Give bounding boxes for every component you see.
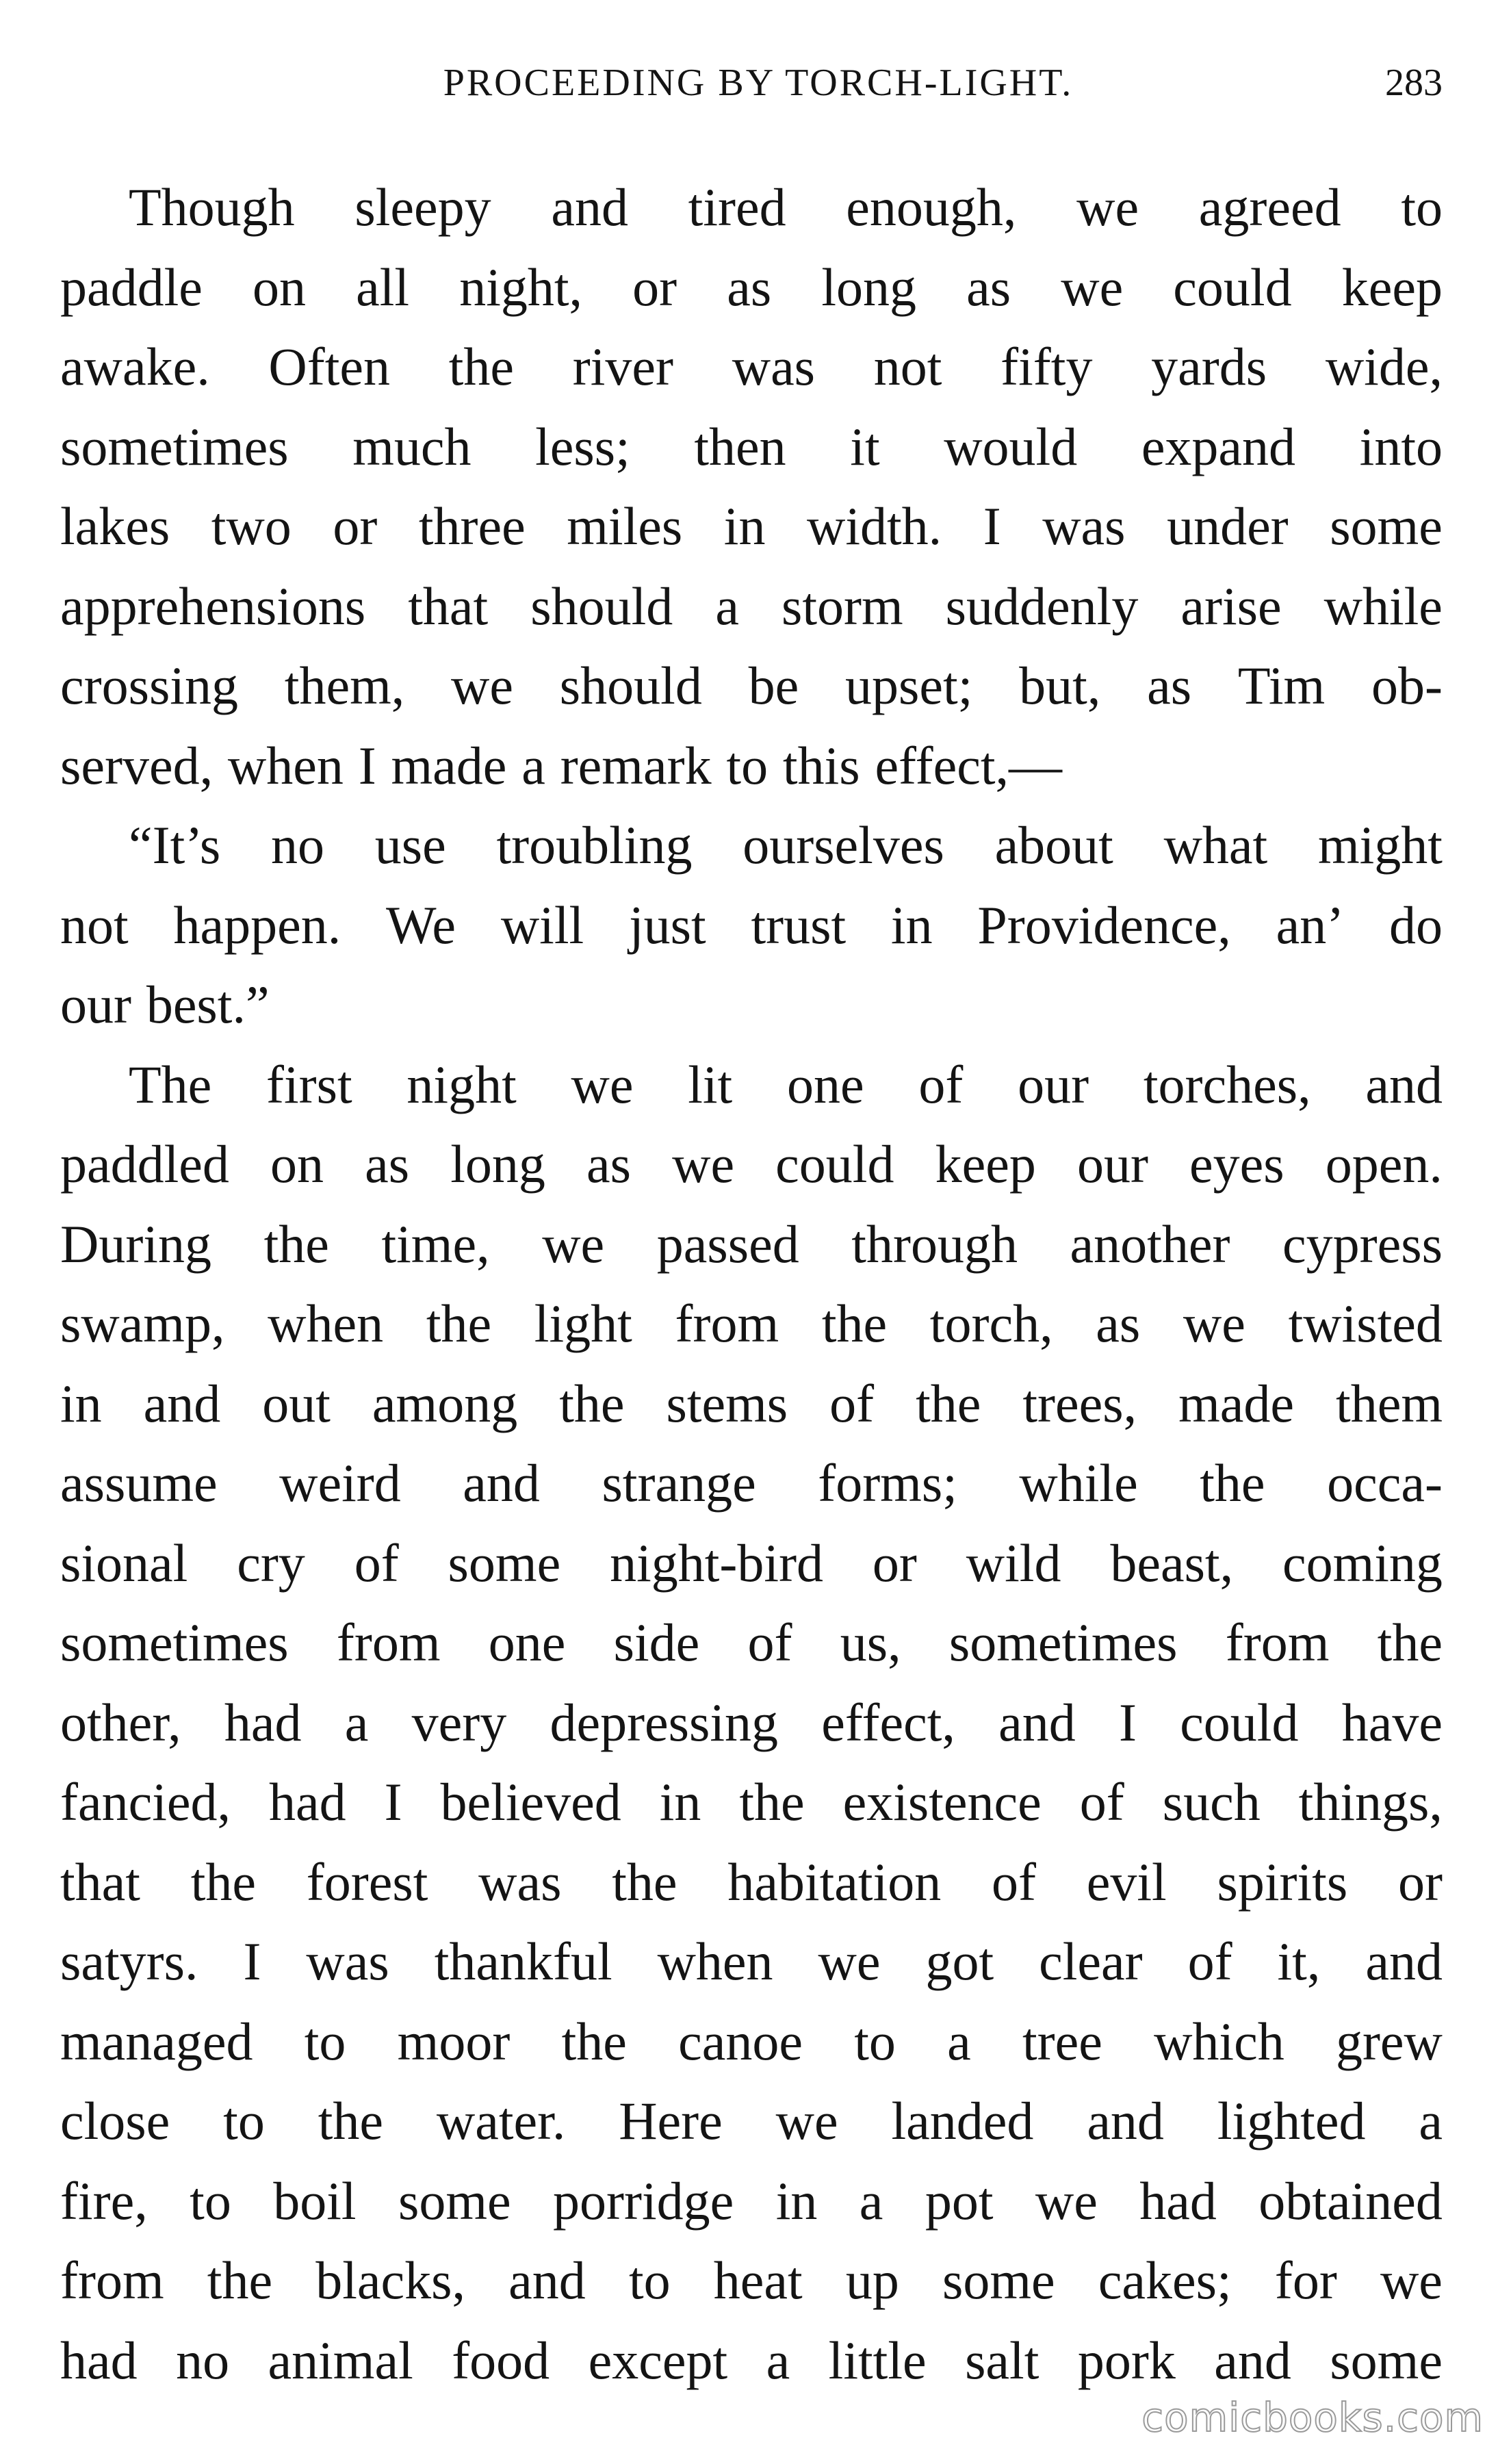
text-line: close to the water. Here we landed and lighted a (60, 2091, 1443, 2151)
text-line: fancied, had I believed in the existence of such things, (60, 1772, 1443, 1832)
text-line: sometimes much less; then it would expand into (60, 416, 1443, 476)
text-line: “It’s no use troubling ourselves about what might (129, 815, 1443, 875)
text-line: paddled on as long as we could keep our eyes open. (60, 1134, 1443, 1194)
text-line: in and out among the stems of the trees, made them (60, 1373, 1443, 1433)
text-line: other, had a very depressing effect, and I could have (60, 1692, 1443, 1752)
running-head (60, 59, 1443, 107)
text-line: that the forest was the habitation of evil spirits or (60, 1851, 1443, 1912)
text-line: managed to moor the canoe to a tree which grew (60, 2011, 1443, 2071)
text-line: satyrs. I was thankful when we got clear of it, and (60, 1932, 1443, 1991)
text-line: not happen. We will just trust in Providence, an’ do (60, 895, 1443, 955)
text-line: paddle on all night, or as long as we could keep (60, 257, 1443, 317)
text-line: Though sleepy and tired enough, we agreed to (129, 177, 1443, 237)
text-line: fire, to boil some porridge in a pot we had obtained (60, 2170, 1443, 2231)
text-line: apprehensions that should a storm suddenly arise while (60, 576, 1443, 636)
watermark: comicbooks.com (1141, 2394, 1484, 2441)
page-number: 283 (1385, 62, 1443, 104)
text-line: The first night we lit one of our torches, and (129, 1054, 1443, 1114)
text-line: sometimes from one side of us, sometimes from the (60, 1613, 1443, 1672)
text-line: had no animal food except a little salt pork and some (60, 2330, 1443, 2390)
text-line: sional cry of some night-bird or wild beast, coming (60, 1532, 1443, 1593)
text-line: During the time, we passed through another cypress (60, 1214, 1443, 1274)
text-line: crossing them, we should be upset; but, as Tim ob- (60, 656, 1443, 715)
text-line: assume weird and strange forms; while the occa- (60, 1453, 1443, 1513)
text-line: from the blacks, and to heat up some cakes; for we (60, 2250, 1443, 2310)
text-line: swamp, when the light from the torch, as we twisted (60, 1294, 1443, 1353)
text-line: our best.” (60, 975, 270, 1034)
text-line: lakes two or three miles in width. I was under some (60, 496, 1443, 556)
text-line: served, when I made a remark to this effect,— (60, 735, 1063, 795)
running-title: PROCEEDING BY TORCH-LIGHT. (443, 62, 1074, 104)
body-text (60, 168, 1443, 2400)
text-line: awake. Often the river was not fifty yards wide, (60, 337, 1443, 396)
